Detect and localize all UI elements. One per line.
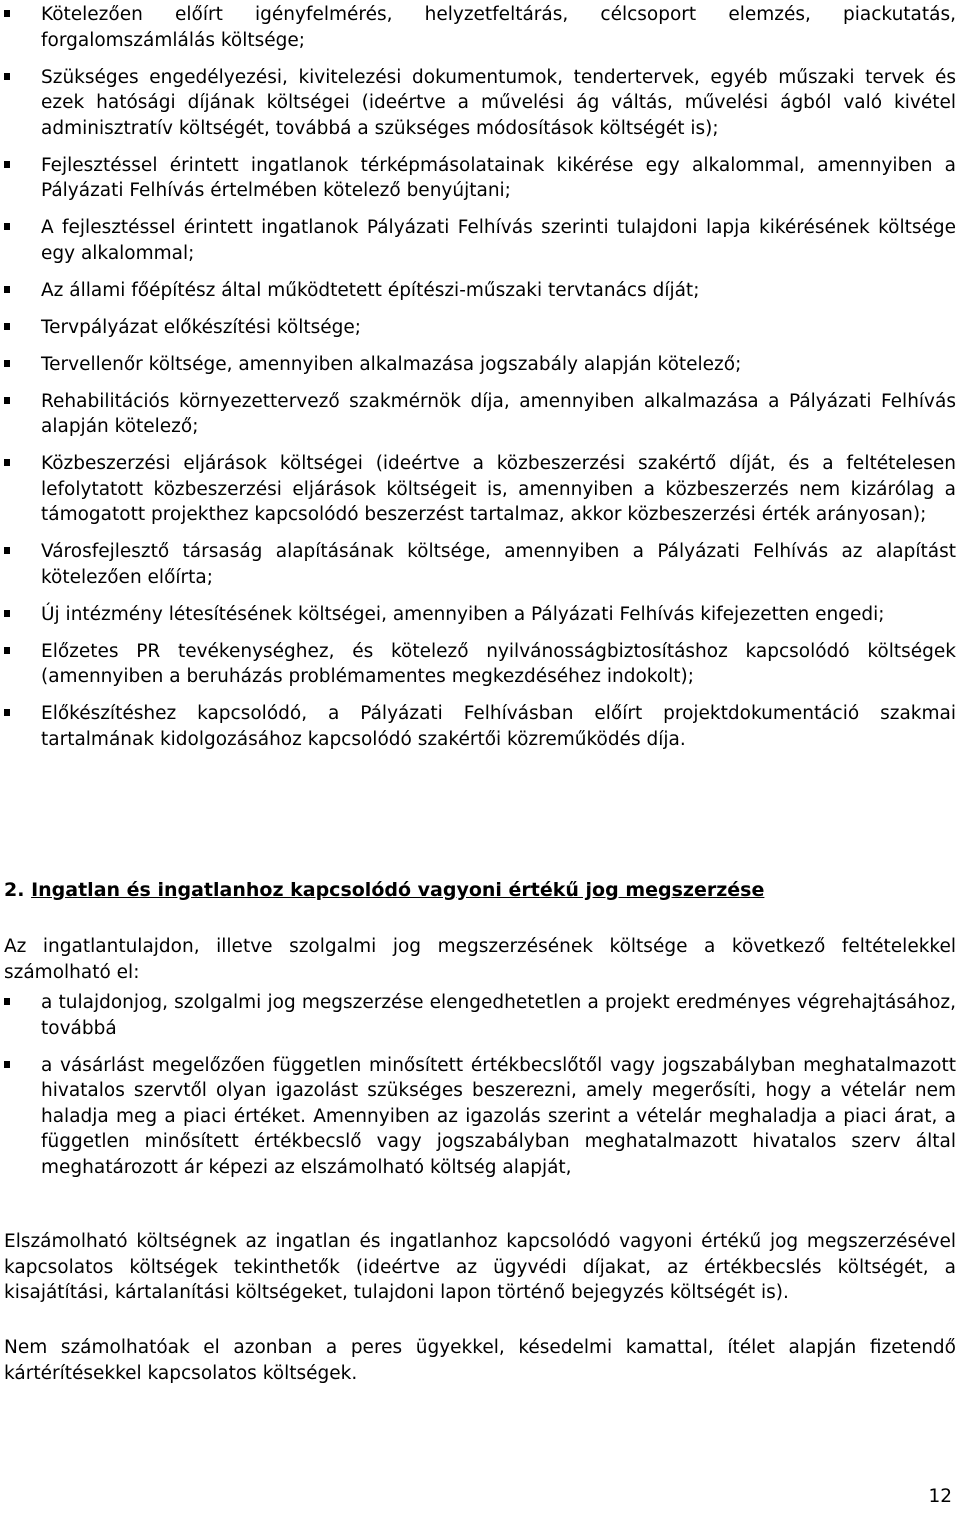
square-bullet-icon [4,709,10,716]
square-bullet-icon [4,647,10,654]
list-item [4,602,956,628]
square-bullet-icon [4,998,10,1005]
list-item [4,278,956,304]
square-bullet-icon [4,1061,10,1068]
section-number: 2. [4,879,25,901]
page-number: 12 [928,1486,952,1507]
document-page [4,0,956,1384]
eligible-costs-list [4,0,956,752]
square-bullet-icon [4,73,10,80]
list-item-text: Szükséges engedélyezési, kivitelezési dokumentumok, tendertervek, egyéb műszaki tervek és ezek hatósági díjának költségei (ideértve a művelési ág váltás, művelési ágból való kivétel adminisztratív költségét, továbbá a szükséges módosítások költségét is); [41,66,956,139]
square-bullet-icon [4,397,10,404]
conditions-list [4,990,956,1192]
square-bullet-icon [4,459,10,466]
list-item [4,990,956,1041]
list-item [4,451,956,528]
list-item [4,315,956,341]
list-item-text: Előzetes PR tevékenységhez, és kötelező nyilvánosságbiztosításhoz kapcsolódó költségek (amennyiben a beruházás problémamentes megkezdéséhez indokolt); [41,640,956,687]
list-item-text: Új intézmény létesítésének költségei, amennyiben a Pályázati Felhívás kifejezetten engedi; [41,603,885,625]
list-item [4,389,956,440]
list-item [4,1053,956,1181]
section-title: Ingatlan és ingatlanhoz kapcsolódó vagyoni értékű jog megszerzése [31,879,765,901]
list-item [4,2,956,53]
list-item-text: Rehabilitációs környezettervező szakmérnök díja, amennyiben alkalmazása a Pályázati Felhívás alapján kötelező; [41,390,956,437]
eligible-costs-paragraph: Elszámolható költségnek az ingatlan és ingatlanhoz kapcsolódó vagyoni értékű jog megszerzésével kapcsolatos költségek tekinthetők (ideértve az ügyvédi díjakat, az értékbecslés költségét, a kisajátítási, kártalanítási költségeket, tulajdoni lapon történő bejegyzés költségét is). [4,1231,956,1303]
square-bullet-icon [4,161,10,168]
list-item [4,352,956,378]
list-item-text: Városfejlesztő társaság alapításának költsége, amennyiben a Pályázati Felhívás az alapítást kötelezően előírta; [41,541,956,588]
list-item [4,153,956,204]
square-bullet-icon [4,360,10,367]
square-bullet-icon [4,223,10,230]
square-bullet-icon [4,547,10,554]
list-item [4,701,956,752]
list-item [4,65,956,142]
list-item-text: Tervellenőr költsége, amennyiben alkalmazása jogszabály alapján kötelező; [41,353,742,375]
non-eligible-costs-paragraph: Nem számolhatóak el azonban a peres ügyekkel, késedelmi kamattal, ítélet alapján fizetendő kártérítésekkel kapcsolatos költségek. [4,1337,956,1384]
list-item-text: A fejlesztéssel érintett ingatlanok Pályázati Felhívás szerinti tulajdoni lapja kikérésének költsége egy alkalommal; [41,217,956,264]
list-item-text: Az állami főépítész által működtetett építészi-műszaki tervtanács díját; [41,279,700,301]
intro-paragraph: Az ingatlantulajdon, illetve szolgalmi jog megszerzésének költsége a következő feltételekkel számolható el: [4,936,956,983]
list-item-text: Előkészítéshez kapcsolódó, a Pályázati Felhívásban előírt projektdokumentáció szakmai tartalmának kidolgozásához kapcsolódó szakértői közreműködés díja. [41,703,956,750]
list-item-text: a vásárlást megelőzően független minősített értékbecslőtől vagy jogszabályban meghatalmazott hivatalos szervtől olyan igazolást szükséges beszerezni, amely megerősíti, hogy a vételár nem haladja meg a piaci értéket. Amennyiben az igazolás szerint a vételár meghaladja a piaci árat, a független minősített értékbecslő vagy jogszabályban meghatalmazott hivatalos szerv által meghatározott ár képezi az elszámolható költség alapját, [41,1054,956,1178]
list-item-text: Fejlesztéssel érintett ingatlanok térképmásolatainak kikérése egy alkalommal, amennyiben a Pályázati Felhívás értelmében kötelező benyújtani; [41,154,956,201]
list-item [4,215,956,266]
list-item [4,539,956,590]
list-item-text: a tulajdonjog, szolgalmi jog megszerzése elengedhetetlen a projekt eredményes végrehajtásához, továbbá [41,992,956,1039]
section-heading [4,878,764,903]
square-bullet-icon [4,610,10,617]
square-bullet-icon [4,286,10,293]
square-bullet-icon [4,323,10,330]
list-item-text: Közbeszerzési eljárások költségei (ideértve a közbeszerzési szakértő díját, és a feltételesen lefolytatott közbeszerzési eljárások költségeit is, amennyiben a közbeszerzés nem kizárólag a támogatott projekthez kapcsolódó beszerzést tartalmaz, akkor közbeszerzési érték arányosan); [41,453,956,525]
list-item-text: Kötelezően előírt igényfelmérés, helyzetfeltárás, célcsoport elemzés, piackutatás, forgalomszámlálás költsége; [41,4,956,51]
list-item [4,639,956,690]
square-bullet-icon [4,10,10,17]
list-item-text: Tervpályázat előkészítési költsége; [41,316,361,338]
